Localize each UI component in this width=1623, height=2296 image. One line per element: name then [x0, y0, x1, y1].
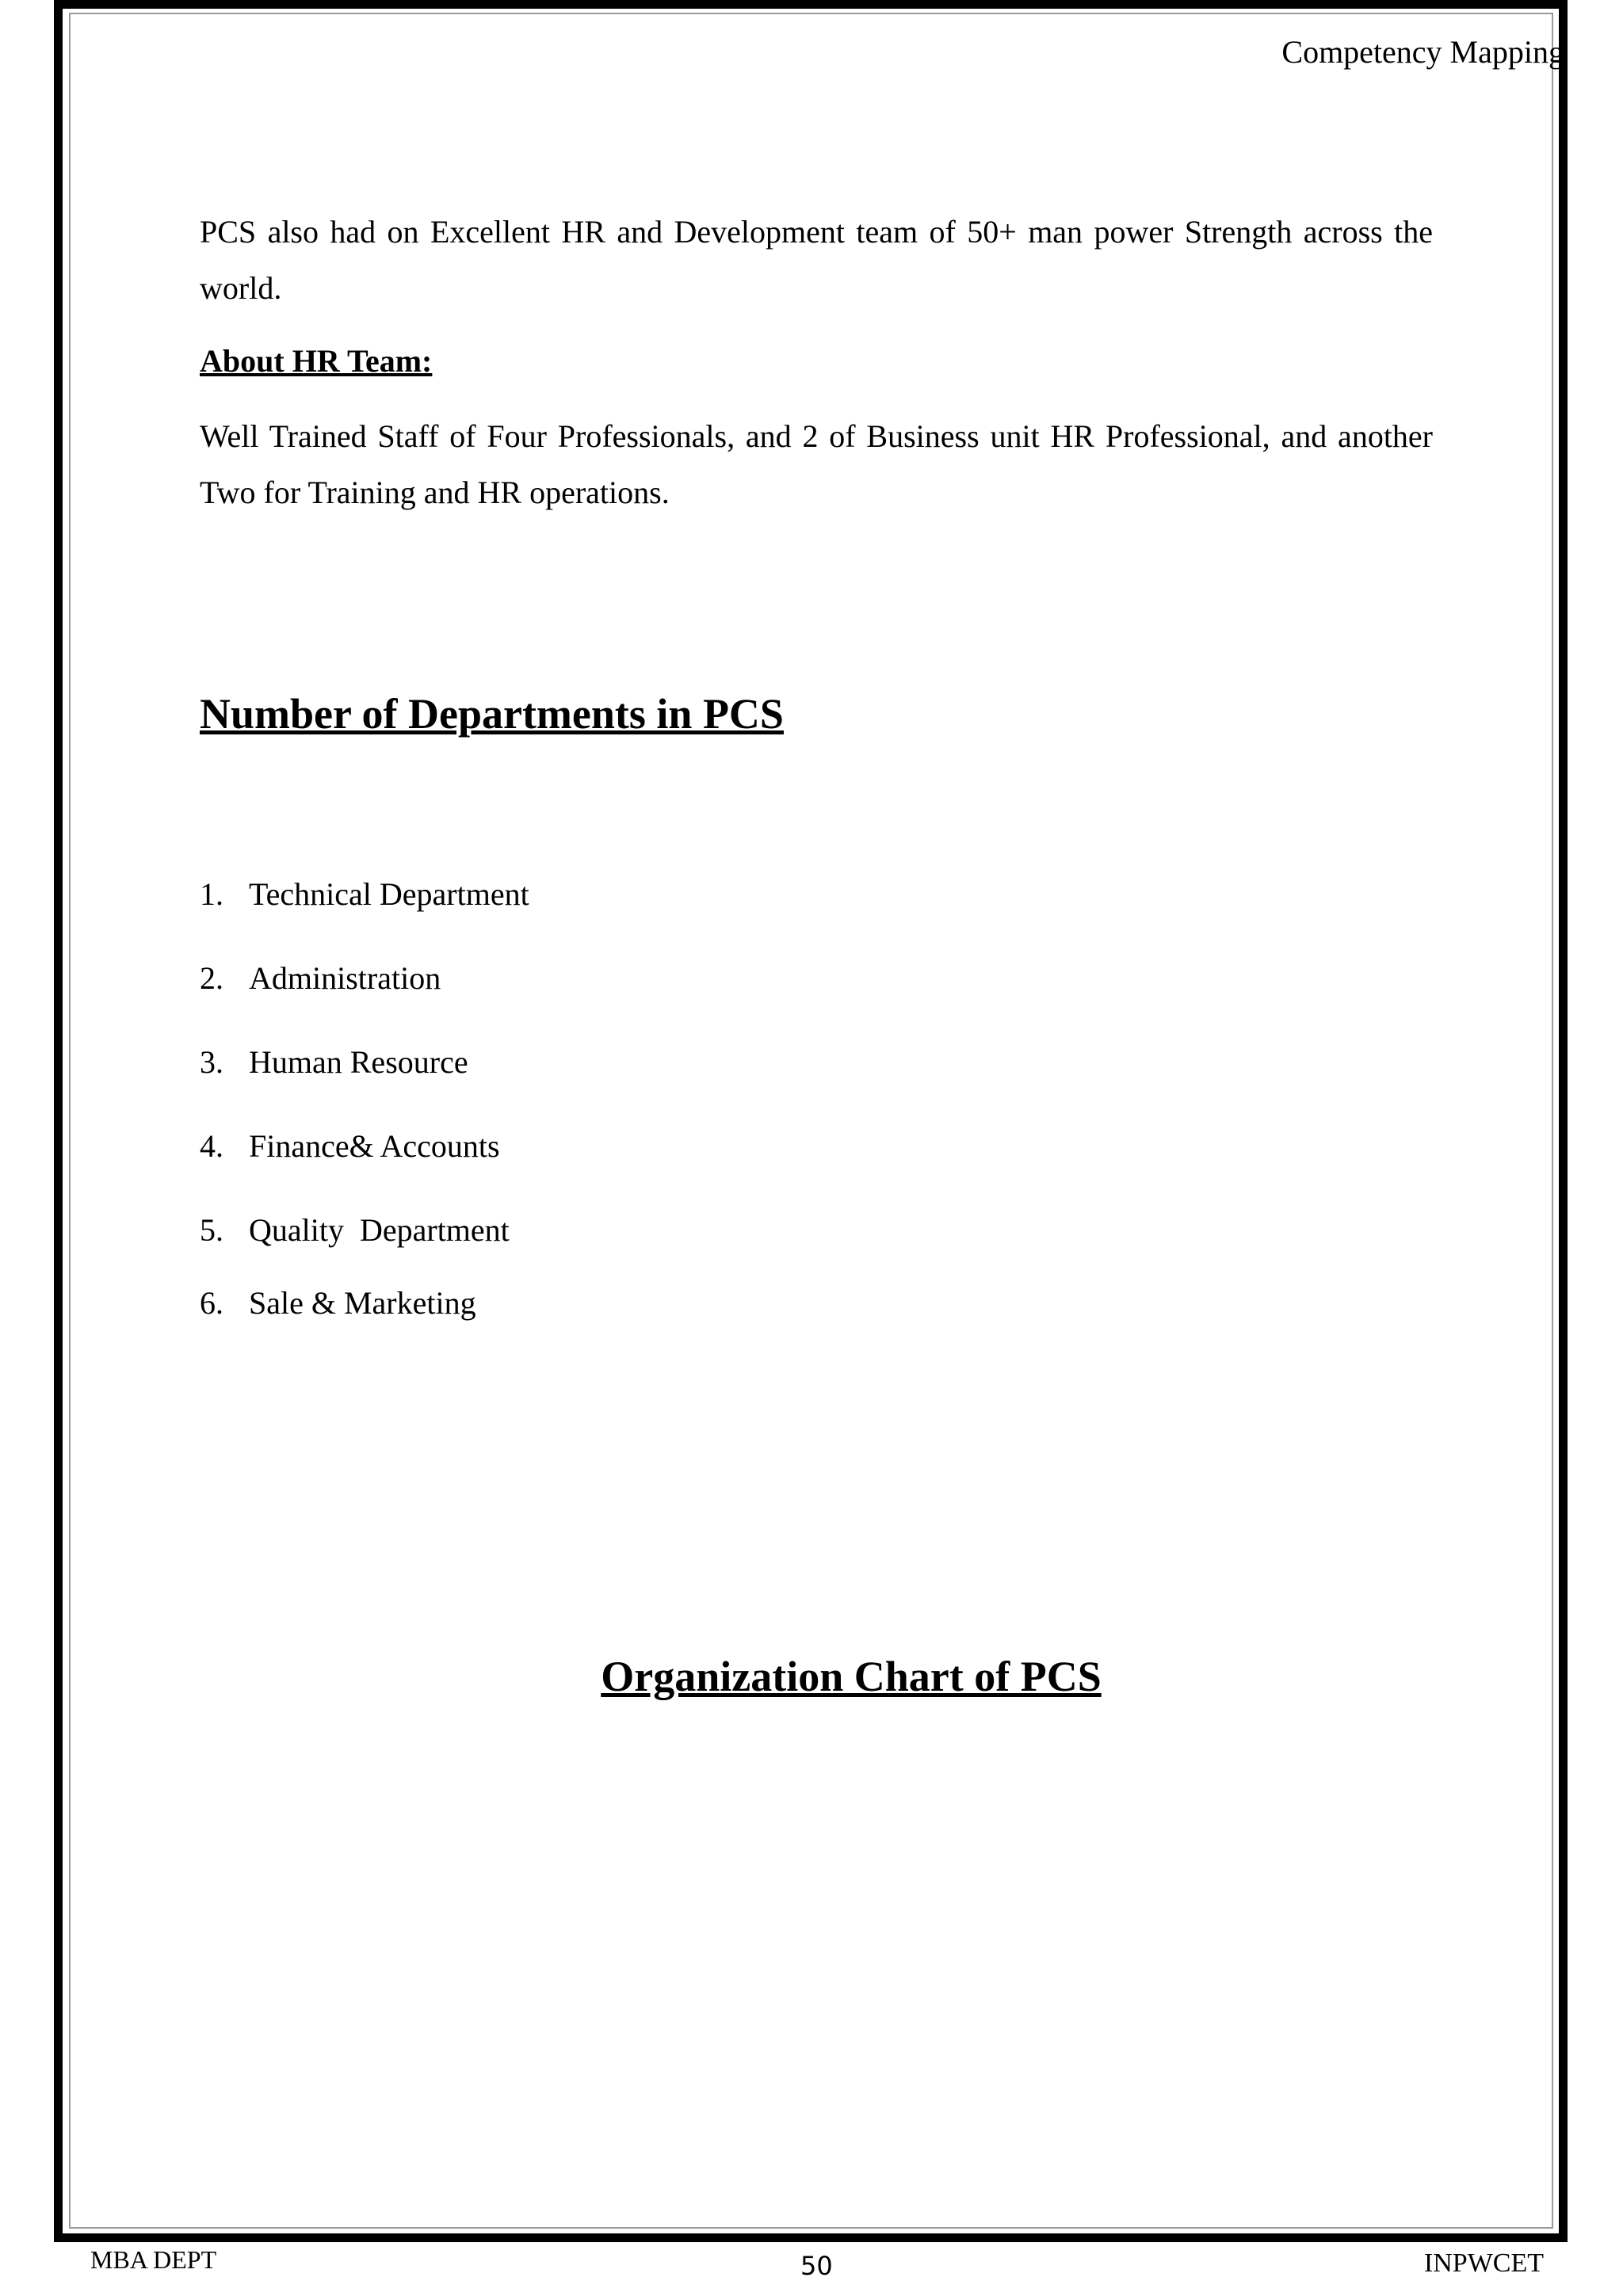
page-number: 50	[800, 2251, 833, 2281]
list-item-number: 5.	[200, 1212, 223, 1248]
list-item	[200, 875, 529, 913]
list-item	[200, 959, 441, 997]
list-item-number: 3.	[200, 1044, 223, 1080]
intro-paragraph: PCS also had on Excellent HR and Development team of 50+ man power Strength across the world.	[200, 214, 1433, 306]
list-item-label: Quality Department	[249, 1212, 510, 1248]
departments-title: Number of Departments in PCS	[200, 690, 784, 738]
org-chart-title-row	[0, 1652, 1623, 1701]
list-item	[200, 1127, 500, 1165]
list-item-label: Finance& Accounts	[249, 1128, 500, 1164]
org-chart-title: Organization Chart of PCS	[601, 1653, 1102, 1700]
list-item	[200, 1211, 510, 1249]
running-header: Competency Mapping	[1281, 34, 1564, 70]
hr-team-paragraph: Well Trained Staff of Four Professionals, and 2 of Business unit HR Professional, and another Two for Training and HR operations.	[200, 418, 1433, 510]
list-item-label: Human Resource	[249, 1044, 468, 1080]
list-item-label: Administration	[249, 960, 441, 996]
footer-right: INPWCET	[1423, 2248, 1544, 2278]
list-item	[200, 1284, 476, 1322]
list-item-label: Sale & Marketing	[249, 1285, 476, 1321]
hr-team-heading: About HR Team:	[200, 343, 433, 379]
list-item	[200, 1043, 468, 1081]
footer-left: MBA DEPT	[90, 2245, 217, 2274]
list-item-number: 2.	[200, 960, 223, 996]
list-item-number: 1.	[200, 876, 223, 912]
list-item-number: 6.	[200, 1285, 223, 1321]
list-item-label: Technical Department	[249, 876, 529, 912]
list-item-number: 4.	[200, 1128, 223, 1164]
